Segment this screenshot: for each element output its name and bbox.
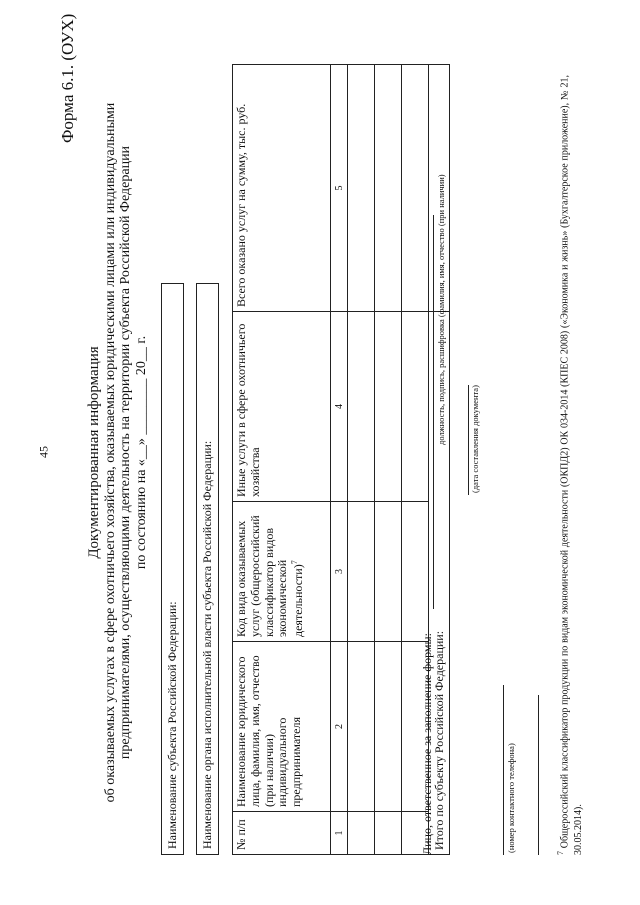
column-number: 1 bbox=[331, 812, 348, 855]
title-date-line: по состоянию на «__» ________ 20__ г. bbox=[134, 335, 149, 570]
position-signature-line[interactable] bbox=[433, 215, 434, 609]
title-line-2: об оказываемых услугах в сфере охотничьего хозяйства, оказываемых юридическими лицами или индивидуальными bbox=[103, 102, 118, 803]
subject-name-label: Наименование субъекта Российской Федерации: bbox=[162, 284, 184, 855]
footnote bbox=[556, 75, 585, 855]
header-other-services: Иные услуги в сфере охотничьего хозяйства bbox=[233, 312, 331, 502]
services-table bbox=[232, 64, 450, 855]
header-number: № п/п bbox=[233, 812, 331, 855]
footnote-separator bbox=[538, 695, 539, 855]
column-number: 4 bbox=[331, 312, 348, 502]
title-line-3: предпринимателями, осуществляющими деятельность на территории субъекта Российской Федерации bbox=[118, 145, 133, 760]
header-total-amount: Всего оказано услуг на сумму, тыс. руб. bbox=[233, 65, 331, 312]
column-number: 5 bbox=[331, 65, 348, 312]
column-number: 2 bbox=[331, 642, 348, 812]
date-line[interactable] bbox=[468, 385, 469, 495]
form-label: Форма 6.1. (ОУХ) bbox=[58, 13, 77, 143]
header-entity-name: Наименование юридического лица, фамилия, имя, отчество (при наличии) индивидуального предпринимателя bbox=[233, 642, 331, 812]
column-number: 3 bbox=[331, 502, 348, 642]
responsible-label: Лицо, ответственное за заполнение формы: bbox=[420, 633, 434, 855]
footnote-ref: 7 bbox=[290, 560, 300, 565]
table-row bbox=[348, 65, 375, 855]
position-caption: должность, подпись, расшифровка (фамилия, имя, отчество (при наличии) bbox=[436, 174, 446, 445]
page-number: 45 bbox=[36, 446, 51, 458]
authority-name-label: Наименование органа исполнительной власти субъекта Российской Федерации: bbox=[197, 284, 219, 855]
phone-caption: (номер контактного телефона) bbox=[506, 743, 516, 853]
phone-line[interactable] bbox=[503, 685, 504, 855]
total-label: Итого по субъекту Российской Федерации: bbox=[429, 312, 450, 855]
table-header-row bbox=[233, 65, 331, 855]
document-title: Документированная информация bbox=[86, 346, 102, 559]
subject-name-box bbox=[161, 283, 184, 855]
column-number-row bbox=[331, 65, 348, 855]
date-caption: (дата составления документа) bbox=[470, 385, 480, 493]
footnote-mark: 7 bbox=[556, 851, 565, 855]
header-service-code: Код вида оказываемых услуг (общероссийский классификатор видов экономической деятельности)$^7$ bbox=[233, 502, 331, 642]
authority-name-box bbox=[196, 283, 219, 855]
table-row bbox=[375, 65, 402, 855]
footnote-text: Общероссийский классификатор продукции по видам экономической деятельности (ОКПД2) ОК 034-2014 (КПЕС 2008) («Экономика и жизнь» (Бухгалтерское приложение), № 21, 30.05.2014). bbox=[559, 74, 584, 855]
